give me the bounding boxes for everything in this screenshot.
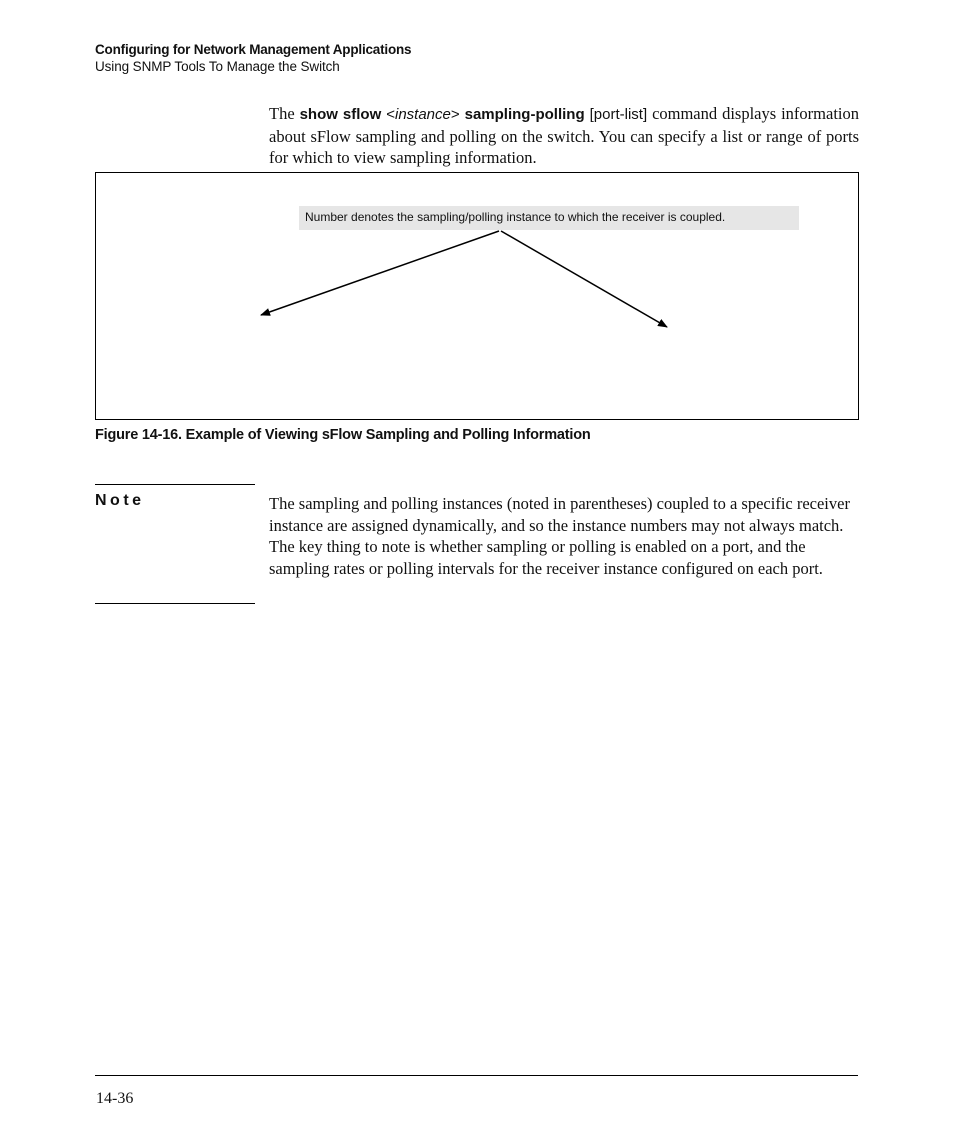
figure-callout: Number denotes the sampling/polling instance to which the receiver is coupled. <box>299 206 799 230</box>
callout-arrow-right <box>501 231 667 327</box>
intro-rest: command displays information about sFlow sampling and polling on the switch. You can specify a list or range of ports for which to view sampling information. <box>269 104 859 167</box>
note-label: Note <box>95 492 145 509</box>
command-sampling-polling: sampling-polling <box>464 106 585 123</box>
figure-caption: Figure 14-16. Example of Viewing sFlow Sampling and Polling Information <box>95 427 591 443</box>
command-option-port-list: [port-list] <box>584 106 648 123</box>
intro-paragraph <box>269 103 859 169</box>
chapter-title: Configuring for Network Management Applications <box>95 42 412 57</box>
figure-frame <box>95 172 859 420</box>
command-show-sflow: show sflow <box>299 106 382 123</box>
arg-open-bracket: < <box>381 106 395 123</box>
note-body: The sampling and polling instances (noted in parentheses) coupled to a specific receiver instance are assigned dynamically, and so the instance numbers may not always match. The key thing to note is whether sampling or polling is enabled on a port, and the sampling rates or polling intervals for the receiver instance configured on each port. <box>269 494 850 578</box>
command-argument-instance: instance <box>395 106 451 123</box>
section-title: Using SNMP Tools To Manage the Switch <box>95 59 340 74</box>
callout-arrow-left <box>261 231 499 315</box>
note-rule-bottom <box>95 603 255 604</box>
running-header <box>95 41 411 75</box>
note-rule-top <box>95 484 255 485</box>
arg-close-bracket: > <box>450 106 465 123</box>
intro-lead: The <box>269 104 300 123</box>
page-number: 14-36 <box>96 1090 134 1107</box>
footer-rule <box>95 1075 858 1076</box>
callout-arrows <box>96 173 858 419</box>
